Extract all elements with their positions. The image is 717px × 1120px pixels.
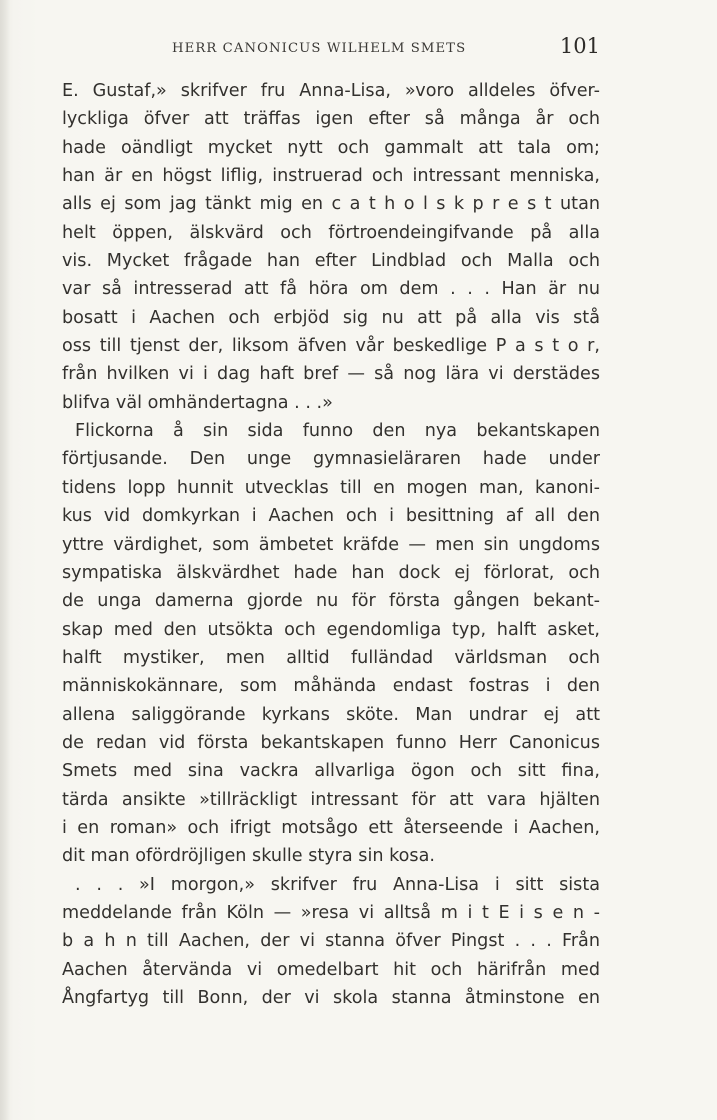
text-line: Smets med sina vackra allvarliga ögon och sitt fina, bbox=[62, 761, 600, 782]
text-line: meddelande från Köln — »resa vi alltså m i t E i s e n - bbox=[62, 902, 600, 923]
text-line: var så intresserad att få höra om dem . . . Han är nu bbox=[62, 279, 600, 300]
text-line: hade oändligt mycket nytt och gammalt att tala om; bbox=[62, 137, 600, 158]
text-line: alls ej som jag tänkt mig en c a t h o l s k p r e s t utan bbox=[62, 194, 600, 215]
text-line: Ångfartyg till Bonn, der vi skola stanna åtminstone en bbox=[62, 988, 600, 1008]
text-line: Aachen återvända vi omedelbart hit och härifrån med bbox=[62, 959, 600, 980]
text-line: lyckliga öfver att träffas igen efter så många år och bbox=[62, 109, 600, 130]
page-number: 101 bbox=[559, 34, 600, 58]
text-line: helt öppen, älskvärd och förtroendeingifvande på alla bbox=[62, 222, 600, 243]
text-line: . . . »I morgon,» skrifver fru Anna-Lisa i sitt sista bbox=[75, 874, 600, 895]
text-line: tärda ansikte »tillräckligt intressant för att vara hjälten bbox=[62, 789, 600, 810]
text-line: från hvilken vi i dag haft bref — så nog lära vi derstädes bbox=[62, 364, 600, 385]
text-line: E. Gustaf,» skrifver fru Anna-Lisa, »voro alldeles öfver- bbox=[62, 81, 600, 101]
text-line: blifva väl omhändertagna . . .» bbox=[62, 392, 333, 413]
text-line: dit man ofördröjligen skulle styra sin kosa. bbox=[62, 846, 435, 867]
text-line: bosatt i Aachen och erbjöd sig nu att på alla vis stå bbox=[62, 307, 600, 328]
text-line: oss till tjenst der, liksom äfven vår beskedlige P a s t o r, bbox=[62, 336, 600, 357]
text-line: vis. Mycket frågade han efter Lindblad och Malla och bbox=[62, 251, 600, 272]
text-line: kus vid domkyrkan i Aachen och i besittning af all den bbox=[62, 506, 600, 527]
text-line: människokännare, som måhända endast fostras i den bbox=[62, 676, 600, 697]
text-line: yttre värdighet, som ämbetet kräfde — men sin ungdoms bbox=[62, 534, 600, 555]
running-header bbox=[62, 34, 600, 64]
text-line: b a h n till Aachen, der vi stanna öfver Pingst . . . Från bbox=[62, 931, 600, 952]
text-line: tidens lopp hunnit utvecklas till en mogen man, kanoni- bbox=[62, 477, 600, 498]
text-line: halft mystiker, men alltid fulländad världsman och bbox=[62, 647, 600, 668]
running-title: HERR CANONICUS WILHELM SMETS bbox=[172, 41, 467, 56]
text-line: förtjusande. Den unge gymnasieläraren hade under bbox=[62, 449, 600, 470]
text-line: allena saliggörande kyrkans sköte. Man undrar ej att bbox=[62, 704, 600, 725]
text-line: Flickorna å sin sida funno den nya bekantskapen bbox=[75, 421, 600, 442]
text-line: de redan vid första bekantskapen funno Herr Canonicus bbox=[62, 732, 600, 753]
text-line: de unga damerna gjorde nu för första gången bekant- bbox=[62, 591, 600, 612]
text-line: han är en högst liflig, instruerad och intressant menniska, bbox=[62, 166, 600, 187]
text-line: skap med den utsökta och egendomliga typ, halft asket, bbox=[62, 619, 600, 640]
text-line: sympatiska älskvärdhet hade han dock ej förlorat, och bbox=[62, 562, 600, 583]
page-gutter-shadow bbox=[0, 0, 10, 1120]
text-line: i en roman» och ifrigt motsågo ett återseende i Aachen, bbox=[62, 817, 600, 838]
body-text bbox=[62, 77, 600, 1012]
